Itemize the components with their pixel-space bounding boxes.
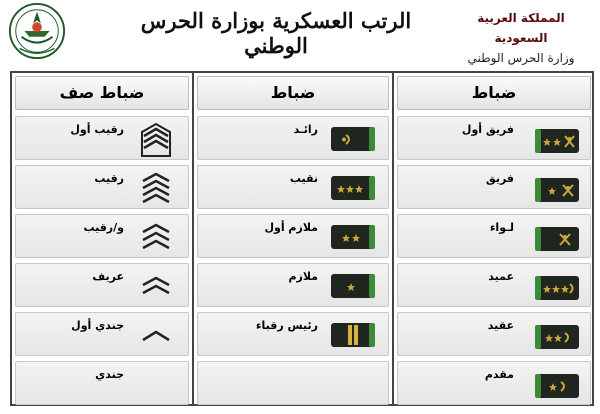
- rank-cell: [15, 214, 189, 258]
- column-header-officers: ضباط: [397, 76, 591, 110]
- shoulder-board-icon: [534, 176, 580, 204]
- rank-label: رقيب أول: [70, 123, 124, 136]
- shoulder-board-icon: [534, 372, 580, 400]
- shoulder-board-icon: [534, 274, 580, 302]
- rank-label: عقيد: [487, 319, 514, 332]
- chevron-stripes-icon: [140, 120, 172, 158]
- rank-label: لـواء: [489, 221, 514, 234]
- rank-label: جندي أول: [71, 319, 124, 332]
- rank-cell: [397, 312, 591, 356]
- rank-label: فريق: [485, 172, 514, 185]
- rank-cell: [197, 165, 389, 209]
- column-header-officers: ضباط: [197, 76, 389, 110]
- org-line-2: وزارة الحرس الوطني: [467, 51, 575, 65]
- shoulder-board-icon: [330, 174, 376, 202]
- shoulder-board-icon: [330, 223, 376, 251]
- rank-label: فريق أول: [461, 123, 514, 136]
- rank-label: ملازم أول: [264, 221, 318, 234]
- rank-label: رائـد: [293, 123, 318, 136]
- nco-column: [12, 73, 192, 404]
- rank-label: جندي: [95, 368, 124, 381]
- officers-column-middle: [194, 73, 392, 404]
- rank-cell: [197, 263, 389, 307]
- officers-column-right: [394, 73, 594, 404]
- rank-cell: [397, 263, 591, 307]
- rank-cell: [15, 263, 189, 307]
- shoulder-board-icon: [534, 225, 580, 253]
- rank-label: مقدم: [484, 368, 514, 381]
- chevron-stripes-icon: [140, 316, 172, 354]
- rank-cell: [15, 116, 189, 160]
- rank-cell: [197, 312, 389, 356]
- chevron-stripes-icon: [140, 218, 172, 256]
- rank-label: عميد: [488, 270, 514, 283]
- rank-label: نقيب: [289, 172, 318, 185]
- national-guard-emblem-icon: [8, 2, 66, 60]
- rank-cell: [397, 165, 591, 209]
- rank-cell: [197, 214, 389, 258]
- ranks-table: [10, 71, 594, 406]
- rank-cell: [397, 214, 591, 258]
- rank-cell-empty: [197, 361, 389, 405]
- rank-cell: [15, 312, 189, 356]
- page-header: [0, 0, 600, 66]
- shoulder-board-icon: [534, 127, 580, 155]
- column-header-nco: ضباط صف: [15, 76, 189, 110]
- shoulder-board-icon: [330, 125, 376, 153]
- rank-label: ملازم: [288, 270, 318, 283]
- rank-cell: [15, 361, 189, 405]
- shoulder-board-icon: [330, 321, 376, 349]
- shoulder-board-icon: [534, 323, 580, 351]
- rank-label: و/رقيب: [83, 221, 124, 234]
- org-line-1: المملكة العربية السعودية: [477, 11, 565, 45]
- rank-label: رقيب: [94, 172, 124, 185]
- rank-cell: [397, 361, 591, 405]
- rank-cell: [197, 116, 389, 160]
- rank-cell: [15, 165, 189, 209]
- rank-label: رئيس رقباء: [255, 319, 318, 332]
- chevron-stripes-icon: [140, 169, 172, 207]
- rank-cell: [397, 116, 591, 160]
- chevron-stripes-icon: [140, 267, 172, 305]
- rank-label: عريف: [92, 270, 124, 283]
- page-title: الرتب العسكرية بوزارة الحرس الوطني: [140, 8, 412, 58]
- shoulder-board-icon: [330, 272, 376, 300]
